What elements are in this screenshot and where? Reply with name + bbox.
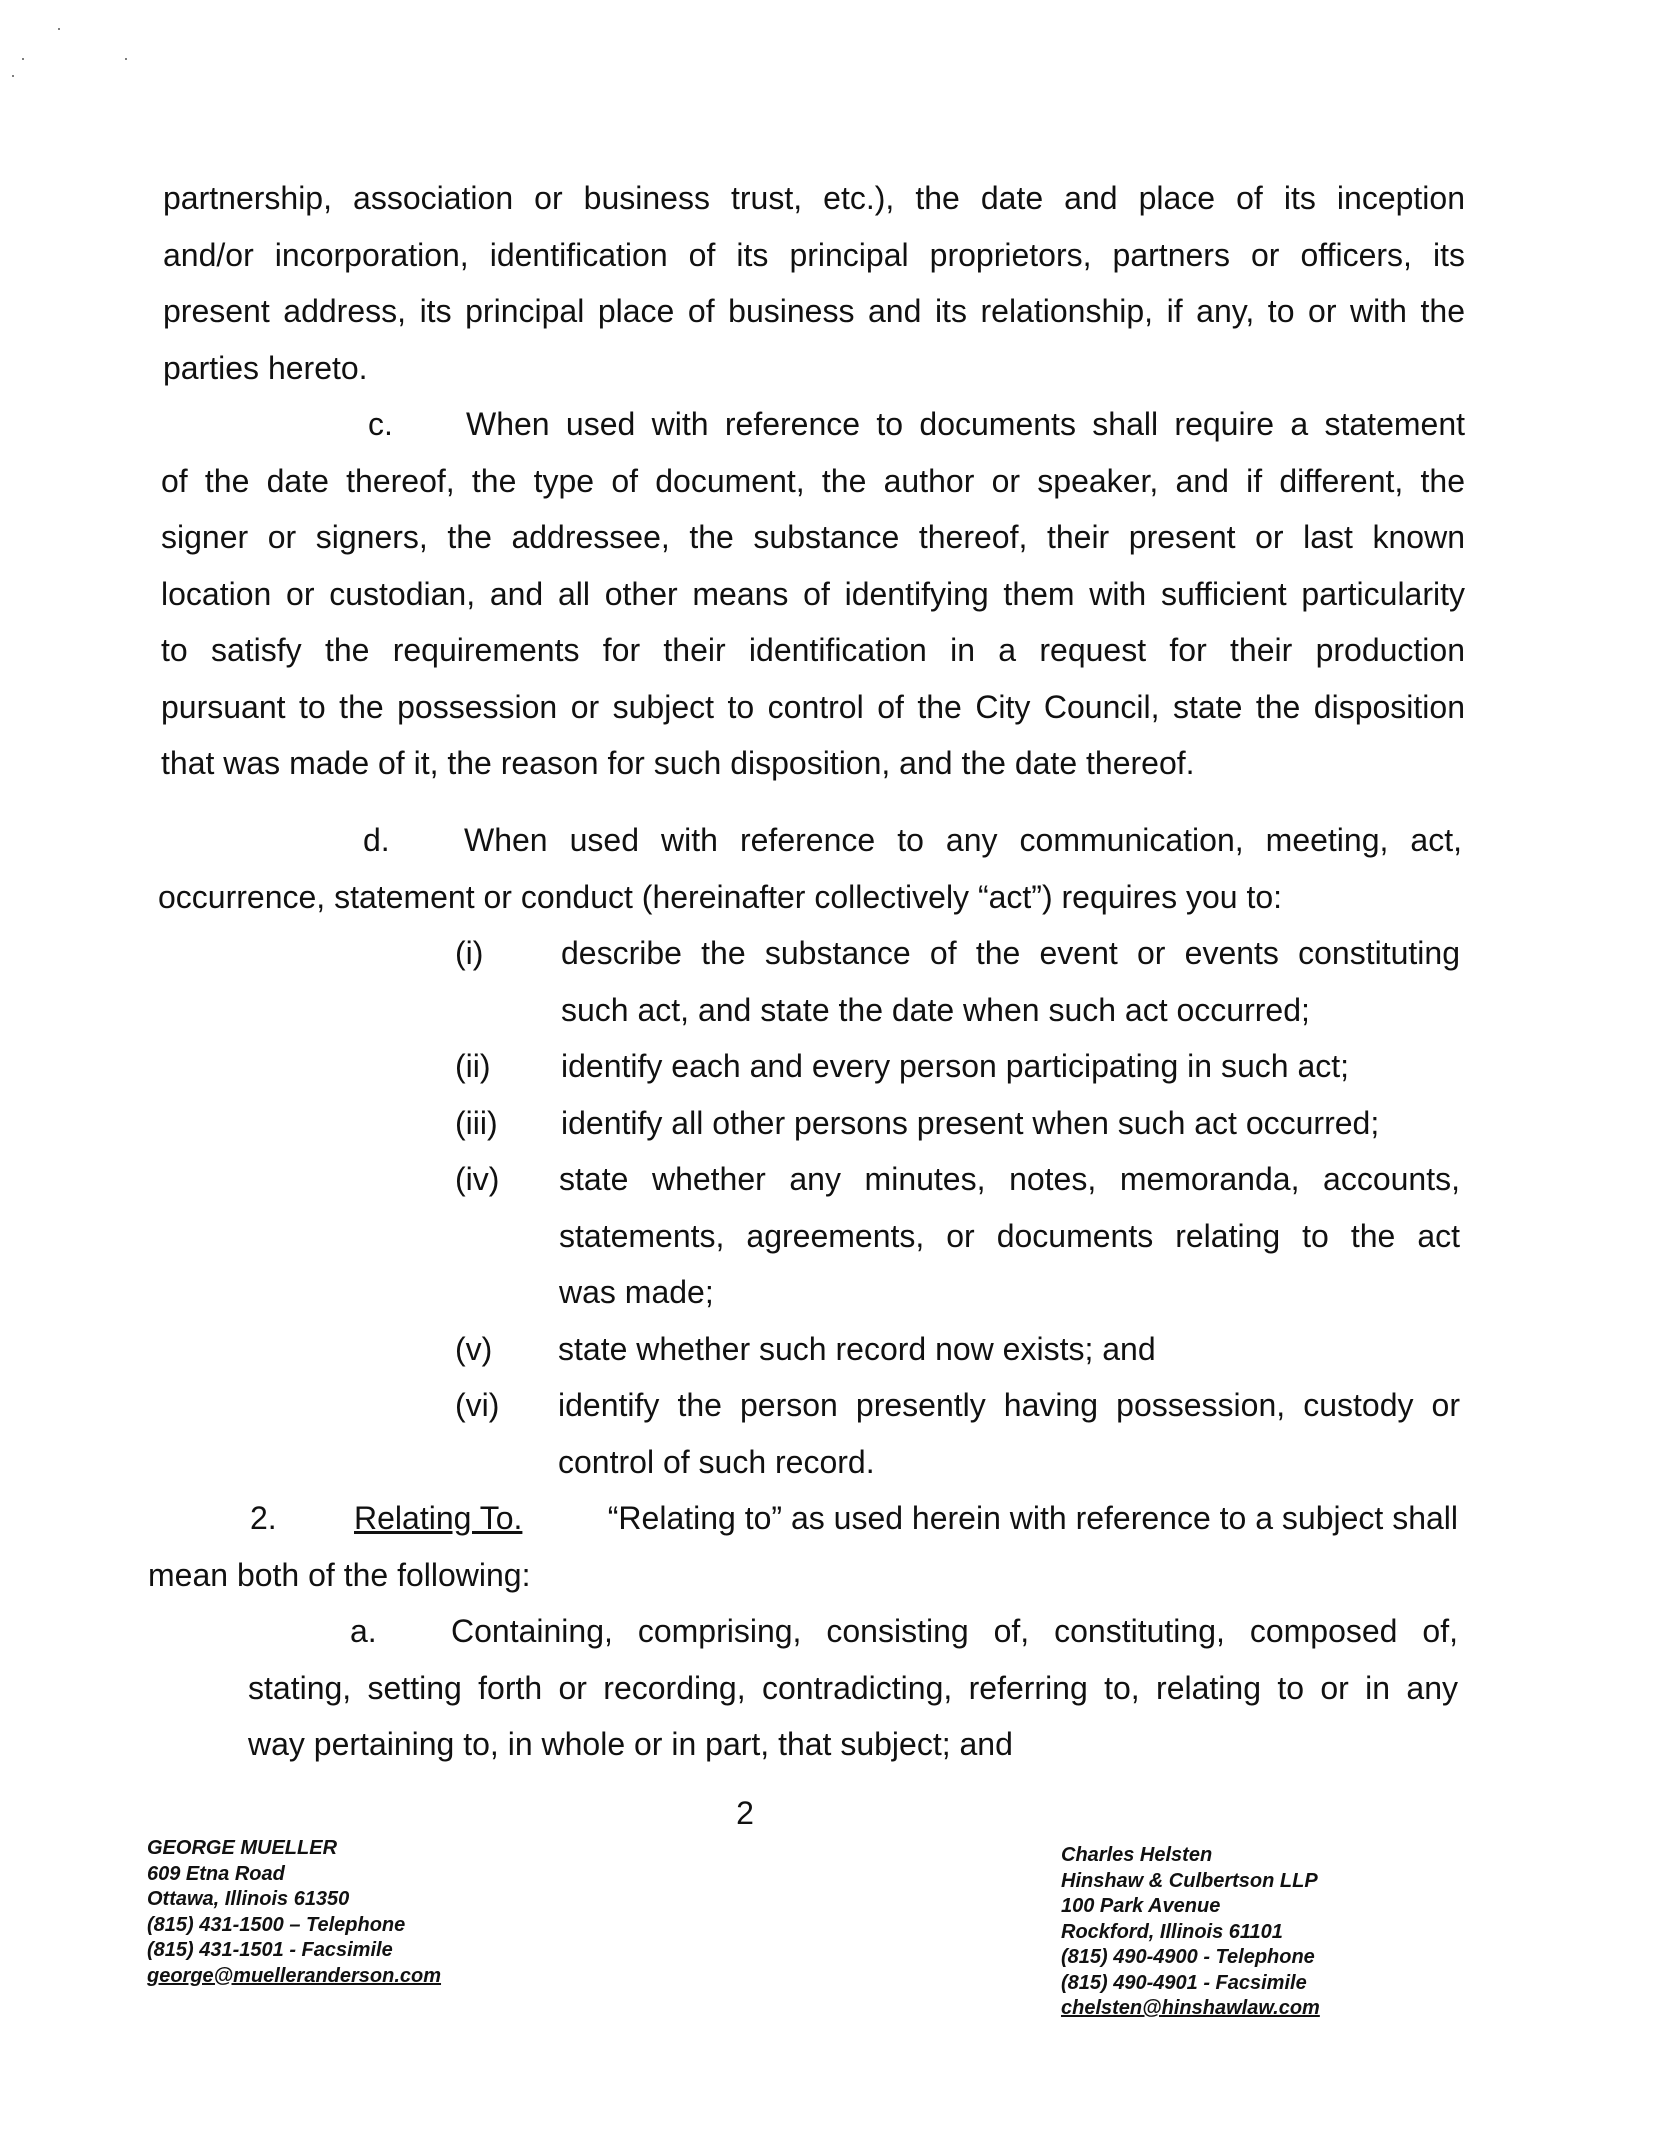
list-item [455,925,1460,1038]
paragraph-c-first-text: When used with reference to documents shall require a statement [466,406,1465,442]
contact-email-link[interactable]: chelsten@hinshawlaw.com [1061,1997,1320,2019]
text-line: present address, its principal place of business and its relationship, if any, to or with the [163,293,1465,329]
text-line: describe the substance of the event or events constituting [561,935,1460,971]
paragraph-c-label: c. [368,406,393,442]
section-2-number: 2. [250,1500,277,1536]
text-line: occurrence, statement or conduct (hereinafter collectively “act”) requires you to: [158,878,1283,915]
section-2-first-text: “Relating to” as used herein with reference to a subject shall [607,1500,1458,1536]
text-line: statements, agreements, or documents relating to the act [559,1217,1460,1254]
text-line: and/or incorporation, identification of its principal proprietors, partners or officers, its [163,236,1465,273]
paragraph-b-continuation [163,170,1465,396]
section-2 [148,1490,1458,1603]
section-2-subparagraph-a [248,1603,1458,1773]
list-item [455,1038,1460,1095]
text-line: identify each and every person participating in such act; [561,1048,1350,1084]
contact-fax: (815) 490-4901 - Facsimile [1061,1971,1307,1994]
list-item-number: (ii) [455,1048,491,1084]
text-line: location or custodian, and all other means of identifying them with sufficient particularity [161,575,1465,612]
list-item [455,1321,1460,1378]
text-line: of the date thereof, the type of document, the author or speaker, and if different, the [161,462,1465,499]
text-line: mean both of the following: [148,1556,531,1593]
text-line: such act, and state the date when such act occurred; [561,991,1310,1028]
paragraph-c-first-line [161,396,1465,453]
subparagraph-a-first-line [248,1603,1458,1660]
text-line: was made; [559,1274,714,1310]
paragraph-d-first-text: When used with reference to any communication, meeting, act, [464,822,1462,858]
text-line: control of such record. [558,1443,875,1480]
contact-address-line: Rockford, Illinois 61101 [1061,1920,1283,1943]
text-line: identify all other persons present when such act occurred; [561,1104,1380,1141]
scan-speck [58,28,60,30]
contact-name: Charles Helsten [1061,1844,1213,1866]
subparagraph-a-first-text: Containing, comprising, consisting of, constituting, composed of, [451,1613,1458,1649]
text-line: that was made of it, the reason for such disposition, and the date thereof. [161,745,1195,781]
text-line: pursuant to the possession or subject to control of the City Council, state the disposition [161,688,1465,725]
contact-name: GEORGE MUELLER [147,1837,338,1859]
text-line: state whether such record now exists; and [558,1330,1156,1367]
text-line: signer or signers, the addressee, the substance thereof, their present or last known [161,519,1465,555]
list-item-number: (v) [455,1330,493,1367]
list-item-number: (vi) [455,1387,500,1423]
contact-address-line: Ottawa, Illinois 61350 [147,1888,350,1910]
list-item [455,1151,1460,1321]
text-line: parties hereto. [163,349,368,386]
text-line: stating, setting forth or recording, contradicting, referring to, relating to or in any [248,1669,1458,1706]
section-2-heading: Relating To. [354,1500,523,1536]
footer-left-contact [147,1836,441,1989]
contact-fax: (815) 431-1501 - Facsimile [147,1939,393,1961]
paragraph-d-first-line [158,812,1462,869]
text-line: identify the person presently having possession, custody or [558,1387,1460,1423]
section-2-first-line [148,1490,1458,1547]
list-item [455,1095,1460,1152]
footer-right-contact [1061,1843,1320,2022]
scan-speck [125,58,127,60]
page-number: 2 [736,1795,754,1831]
paragraph-c [161,396,1465,792]
contact-phone: (815) 490-4900 - Telephone [1061,1946,1315,1968]
list-item-number: (iv) [455,1161,500,1197]
text-line: partnership, association or business trust, etc.), the date and place of its inception [163,180,1465,216]
paragraph-d-label: d. [363,822,390,858]
scan-speck [22,58,24,60]
contact-address-line: 609 Etna Road [147,1862,285,1885]
contact-firm: Hinshaw & Culbertson LLP [1061,1869,1318,1892]
act-requirements-list [455,925,1460,1490]
list-item [455,1377,1460,1490]
list-item-number: (i) [455,935,484,971]
contact-address-line: 100 Park Avenue [1061,1895,1221,1917]
text-line: to satisfy the requirements for their identification in a request for their production [161,632,1465,668]
subparagraph-a-label: a. [350,1613,377,1649]
scan-speck [12,75,14,77]
list-item-number: (iii) [455,1104,498,1141]
text-line: state whether any minutes, notes, memoranda, accounts, [559,1161,1460,1197]
contact-email-link[interactable]: george@muelleranderson.com [147,1964,442,1987]
text-line: way pertaining to, in whole or in part, that subject; and [248,1726,1013,1762]
contact-phone: (815) 431-1500 – Telephone [147,1913,406,1936]
paragraph-d [158,812,1462,925]
